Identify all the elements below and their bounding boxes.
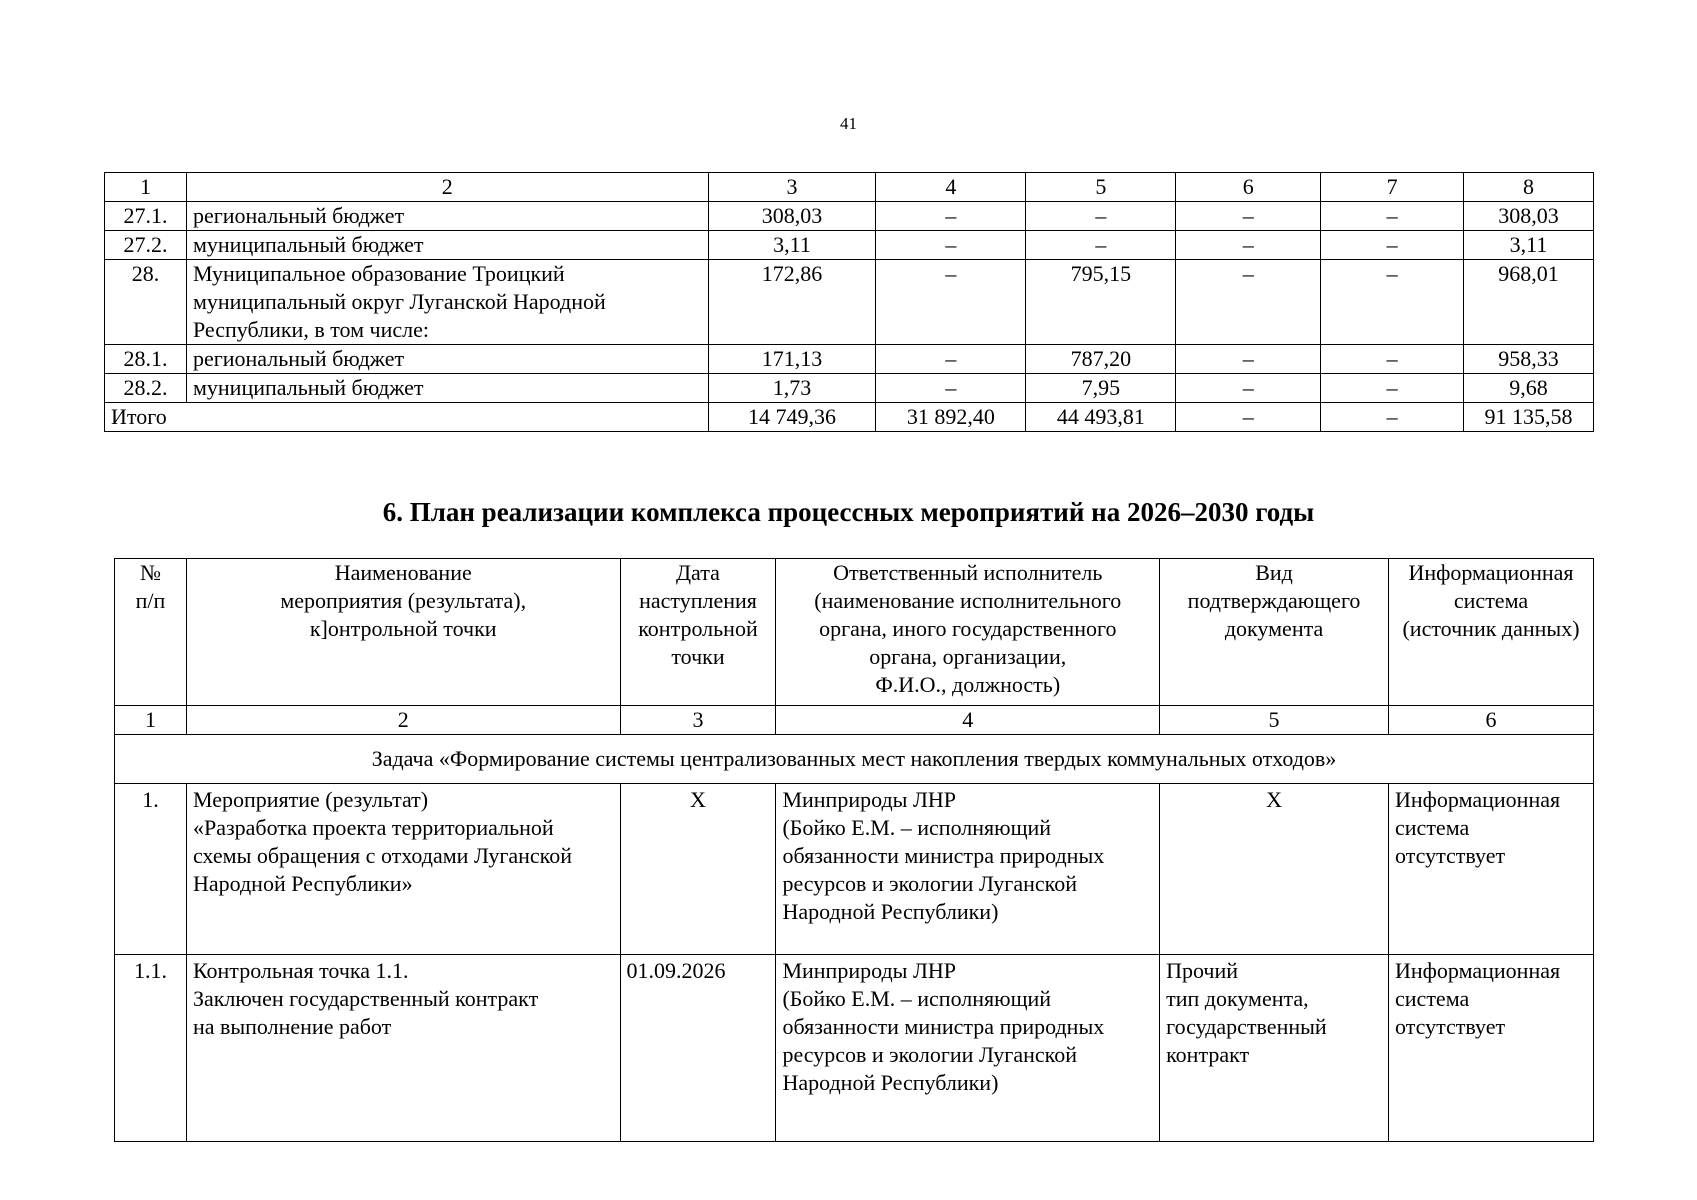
row-name: региональный бюджет [186, 345, 708, 374]
row-number: 1.1. [115, 955, 187, 1142]
text-line: Минприроды ЛНР [782, 787, 956, 812]
header-line: мероприятия (результата), [280, 588, 527, 613]
cell-value: – [1321, 202, 1464, 231]
text-line: Народной Республики) [782, 899, 999, 924]
document-type [1160, 955, 1389, 1142]
plan-table-header [115, 559, 1594, 706]
text-line: обязанности министра природных [782, 843, 1105, 868]
header-line: к]онтрольной точки [309, 616, 497, 641]
header-line: наступления [639, 588, 757, 613]
total-value: 31 892,40 [876, 403, 1026, 432]
total-value: 91 135,58 [1464, 403, 1594, 432]
table-row [115, 955, 1594, 1142]
header-cell [1160, 559, 1389, 706]
text-line: Заключен государственный контракт [192, 986, 539, 1011]
text-line: отсутствует [1395, 843, 1506, 868]
cell-value: – [876, 374, 1026, 403]
column-number: 6 [1176, 173, 1321, 202]
total-value: 44 493,81 [1026, 403, 1176, 432]
cell-value: – [1176, 202, 1321, 231]
row-number: 1. [115, 784, 187, 955]
header-line: Информационная [1408, 560, 1574, 585]
cell-value: 3,11 [708, 231, 876, 260]
text-line: Минприроды ЛНР [782, 958, 956, 983]
header-line: система [1453, 588, 1529, 613]
budget-table [104, 172, 1594, 432]
text-line: схемы обращения с отходами Луганской [192, 843, 572, 868]
column-number: 5 [1026, 173, 1176, 202]
text-line: Информационная [1395, 958, 1561, 983]
cell-value: – [1321, 374, 1464, 403]
checkpoint-date: X [620, 784, 776, 955]
cell-value: 1,73 [708, 374, 876, 403]
cell-value: – [876, 345, 1026, 374]
table-row [105, 374, 1594, 403]
header-line: Дата [676, 560, 720, 585]
cell-value: 308,03 [708, 202, 876, 231]
table-row [105, 231, 1594, 260]
task-title: Задача «Формирование системы централизованных мест накопления твердых коммунальных отходов» [115, 735, 1594, 784]
text-line: ресурсов и экологии Луганской [782, 1042, 1077, 1067]
header-line: № [139, 560, 161, 585]
header-line: Наименование [334, 560, 472, 585]
table-row [105, 260, 1594, 345]
cell-value: 172,86 [708, 260, 876, 345]
row-name-line: Республики, в том числе: [192, 317, 430, 342]
cell-value: 7,95 [1026, 374, 1176, 403]
header-line: органа, организации, [869, 644, 1067, 669]
document-type [1160, 784, 1389, 955]
event-name [186, 784, 620, 955]
table-row [105, 202, 1594, 231]
responsible-executor [776, 955, 1160, 1142]
cell-value: 9,68 [1464, 374, 1594, 403]
column-number: 6 [1389, 706, 1594, 735]
cell-value: – [1176, 231, 1321, 260]
header-line: п/п [135, 588, 166, 613]
header-line: документа [1224, 616, 1324, 641]
section-title: 6. План реализации комплекса процессных мероприятий на 2026–2030 годы [382, 497, 1315, 527]
information-system [1389, 955, 1594, 1142]
text-line: (Бойко Е.М. – исполняющий [782, 986, 1052, 1011]
row-number: 28.2. [105, 374, 187, 403]
total-value: – [1176, 403, 1321, 432]
information-system [1389, 784, 1594, 955]
column-number: 4 [776, 706, 1160, 735]
text-line: система [1395, 986, 1470, 1011]
row-name: муниципальный бюджет [186, 231, 708, 260]
cell-value: – [1176, 345, 1321, 374]
total-row [105, 403, 1594, 432]
cell-value: – [1026, 231, 1176, 260]
text-line: отсутствует [1395, 1014, 1506, 1039]
row-number: 27.1. [105, 202, 187, 231]
row-number: 28.1. [105, 345, 187, 374]
row-name-line: муниципальный округ Луганской Народной [192, 289, 606, 314]
plan-table-column-numbers [115, 706, 1594, 735]
column-number: 3 [708, 173, 876, 202]
header-cell [1389, 559, 1594, 706]
cell-value: – [1321, 260, 1464, 345]
header-cell [776, 559, 1160, 706]
cell-value: – [876, 260, 1026, 345]
responsible-executor [776, 784, 1160, 955]
text-line: X [1266, 787, 1282, 812]
header-line: Вид [1255, 560, 1293, 585]
task-row [115, 735, 1594, 784]
text-line: Контрольная точка 1.1. [192, 958, 409, 983]
row-name: региональный бюджет [186, 202, 708, 231]
table-row [115, 784, 1594, 955]
row-number: 27.2. [105, 231, 187, 260]
cell-value: 171,13 [708, 345, 876, 374]
column-number: 1 [105, 173, 187, 202]
cell-value: 787,20 [1026, 345, 1176, 374]
column-number: 7 [1321, 173, 1464, 202]
header-cell [186, 559, 620, 706]
header-line: органа, иного государственного [819, 616, 1117, 641]
header-cell [115, 559, 187, 706]
text-line: «Разработка проекта территориальной [192, 815, 554, 840]
row-name: муниципальный бюджет [186, 374, 708, 403]
cell-value: – [1176, 374, 1321, 403]
event-name [186, 955, 620, 1142]
column-number: 5 [1160, 706, 1389, 735]
cell-value: – [876, 231, 1026, 260]
total-value: – [1321, 403, 1464, 432]
header-line: подтверждающего [1187, 588, 1361, 613]
header-line: точки [671, 644, 725, 669]
text-line: Народной Республики» [192, 871, 413, 896]
text-line: на выполнение работ [192, 1014, 392, 1039]
row-name-line: Муниципальное образование Троицкий [192, 261, 565, 286]
header-line: (источник данных) [1402, 616, 1580, 641]
total-value: 14 749,36 [708, 403, 876, 432]
text-line: (Бойко Е.М. – исполняющий [782, 815, 1052, 840]
cell-value: – [1176, 260, 1321, 345]
text-line: государственный [1166, 1014, 1327, 1039]
budget-table-column-numbers [105, 173, 1594, 202]
row-name [186, 260, 708, 345]
text-line: Народной Республики) [782, 1070, 999, 1095]
header-line: Ответственный исполнитель [833, 560, 1103, 585]
header-cell [620, 559, 776, 706]
column-number: 2 [186, 173, 708, 202]
plan-table [114, 558, 1594, 1142]
column-number: 2 [186, 706, 620, 735]
column-number: 8 [1464, 173, 1594, 202]
text-line: тип документа, [1166, 986, 1309, 1011]
page-number: 41 [840, 114, 857, 133]
cell-value: 968,01 [1464, 260, 1594, 345]
cell-value: 308,03 [1464, 202, 1594, 231]
column-number: 1 [115, 706, 187, 735]
cell-value: 958,33 [1464, 345, 1594, 374]
cell-value: – [1026, 202, 1176, 231]
cell-value: 795,15 [1026, 260, 1176, 345]
text-line: Прочий [1166, 958, 1239, 983]
header-line: контрольной [638, 616, 758, 641]
cell-value: – [1321, 231, 1464, 260]
table-row [105, 345, 1594, 374]
header-line: (наименование исполнительного [814, 588, 1122, 613]
column-number: 4 [876, 173, 1026, 202]
checkpoint-date: 01.09.2026 [620, 955, 776, 1142]
text-line: ресурсов и экологии Луганской [782, 871, 1077, 896]
cell-value: – [876, 202, 1026, 231]
cell-value: 3,11 [1464, 231, 1594, 260]
total-label: Итого [105, 403, 709, 432]
text-line: контракт [1166, 1042, 1250, 1067]
text-line: Информационная [1395, 787, 1561, 812]
row-number: 28. [105, 260, 187, 345]
text-line: система [1395, 815, 1470, 840]
text-line: обязанности министра природных [782, 1014, 1105, 1039]
cell-value: – [1321, 345, 1464, 374]
text-line: Мероприятие (результат) [192, 787, 429, 812]
header-line: Ф.И.О., должность) [875, 672, 1061, 697]
column-number: 3 [620, 706, 776, 735]
